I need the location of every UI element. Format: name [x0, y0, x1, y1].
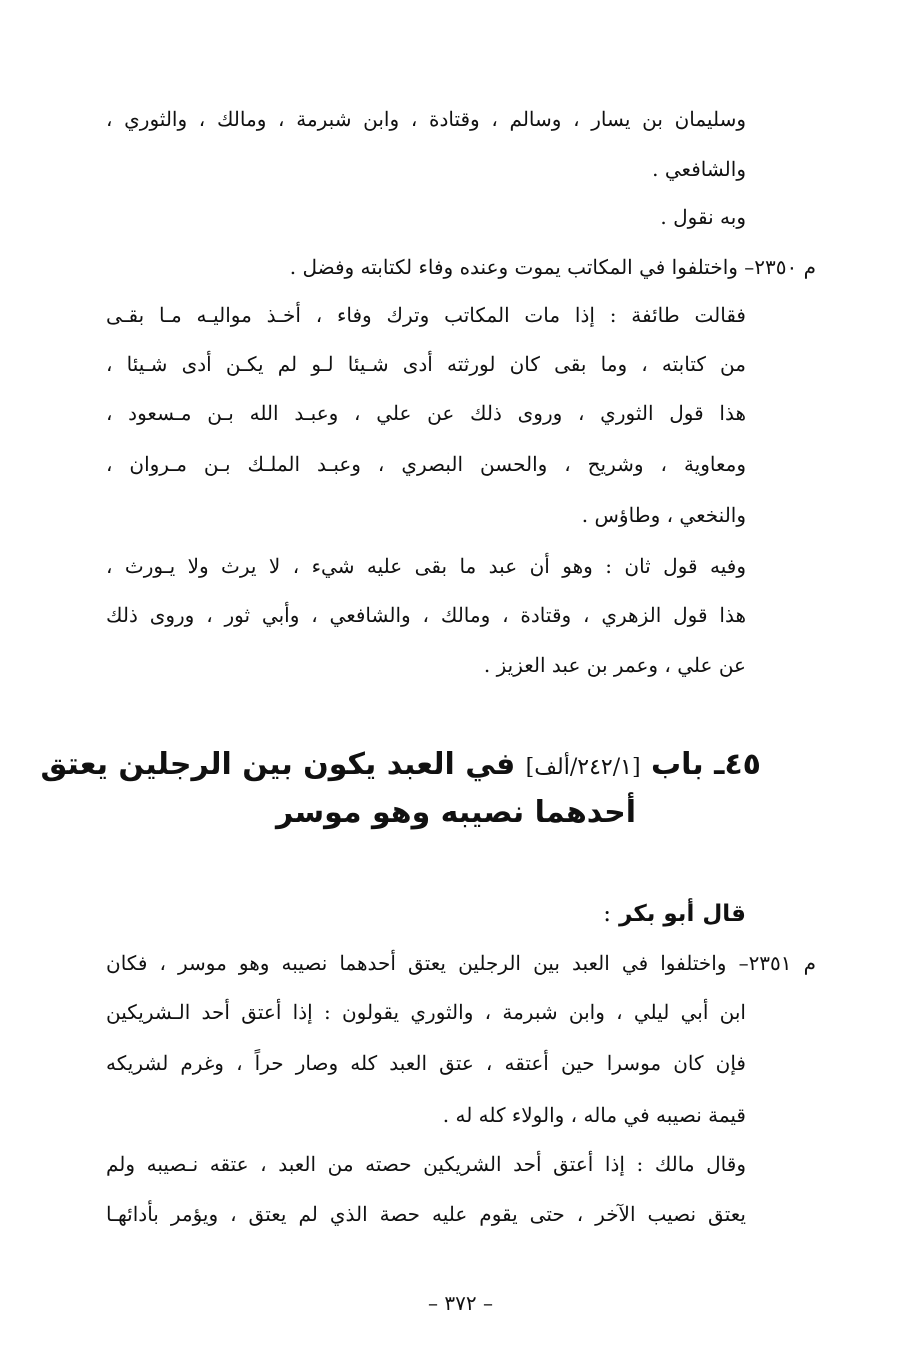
- text-line: والشافعي .: [652, 157, 746, 181]
- text-line: وفيه قول ثان : وهو أن عبد ما بقى عليه شيء ، لا يرث ولا يـورث ،: [106, 554, 746, 578]
- text-line: وقال مالك : إذا أعتق أحد الشريكين حصته من العبد ، عتقه نـصيبه ولم: [106, 1152, 746, 1176]
- chapter-title: في العبد يكون بين الرجلين يعتق: [40, 747, 516, 782]
- manuscript-reference: [٢٤٢/١/ألف]: [525, 755, 641, 780]
- text-line: قيمة نصيبه في ماله ، والولاء كله له .: [442, 1103, 746, 1127]
- page-number: – ٣٧٢ –: [428, 1291, 493, 1315]
- chapter-number: ٤٥ـ باب: [651, 747, 761, 782]
- author-heading: [603, 898, 746, 930]
- issue-title: واختلفوا في المكاتب يموت وعنده وفاء لكتابته وفضل .: [289, 255, 738, 279]
- author-label: قال أبو بكر: [619, 901, 746, 927]
- text-line: هذا قول الزهري ، وقتادة ، ومالك ، والشافعي ، وأبي ثور ، وروى ذلك: [106, 603, 746, 627]
- text-line: ومعاوية ، وشريح ، والحسن البصري ، وعبـد الملـك بـن مـروان ،: [106, 452, 746, 476]
- text-line: يعتق نصيب الآخر ، حتى يقوم عليه حصة الذي لم يعتق ، ويؤمر بأدائهـا: [106, 1202, 746, 1226]
- issue-2351-heading: [106, 948, 816, 978]
- text-line: عن علي ، وعمر بن عبد العزيز .: [483, 653, 746, 677]
- issue-2350-heading: [106, 252, 816, 282]
- text-line: فإن كان موسرا حين أعتقه ، عتق العبد كله وصار حراً ، وغرم لشريكه: [106, 1051, 746, 1075]
- issue-first-line: واختلفوا في العبد بين الرجلين يعتق أحدهما نصيبه وهو موسر ، فكان: [106, 951, 727, 975]
- text-line: من كتابته ، وما بقى كان لورثته أدى شـيئا لـو لم يكـن أدى شـيئا ،: [106, 352, 746, 376]
- text-line: وبه نقول .: [660, 205, 746, 229]
- issue-number: م ٢٣٥١–: [738, 951, 816, 975]
- chapter-heading-line-2: أحدهما نصيبه وهو موسر: [275, 795, 637, 830]
- author-colon: :: [603, 901, 612, 927]
- issue-number: م ٢٣٥٠–: [744, 255, 816, 279]
- chapter-heading-line-1: [40, 742, 761, 791]
- text-line: والنخعي ، وطاؤس .: [581, 503, 746, 527]
- text-line: ابن أبي ليلي ، وابن شبرمة ، والثوري يقولون : إذا أعتق أحد الـشريكين: [106, 1000, 746, 1024]
- text-line: وسليمان بن يسار ، وسالم ، وقتادة ، وابن شبرمة ، ومالك ، والثوري ،: [106, 107, 746, 131]
- text-line: فقالت طائفة : إذا مات المكاتب وترك وفاء ، أخـذ مواليـه مـا بقـى: [106, 303, 746, 327]
- text-line: هذا قول الثوري ، وروى ذلك عن علي ، وعبـد الله بـن مـسعود ،: [106, 401, 746, 425]
